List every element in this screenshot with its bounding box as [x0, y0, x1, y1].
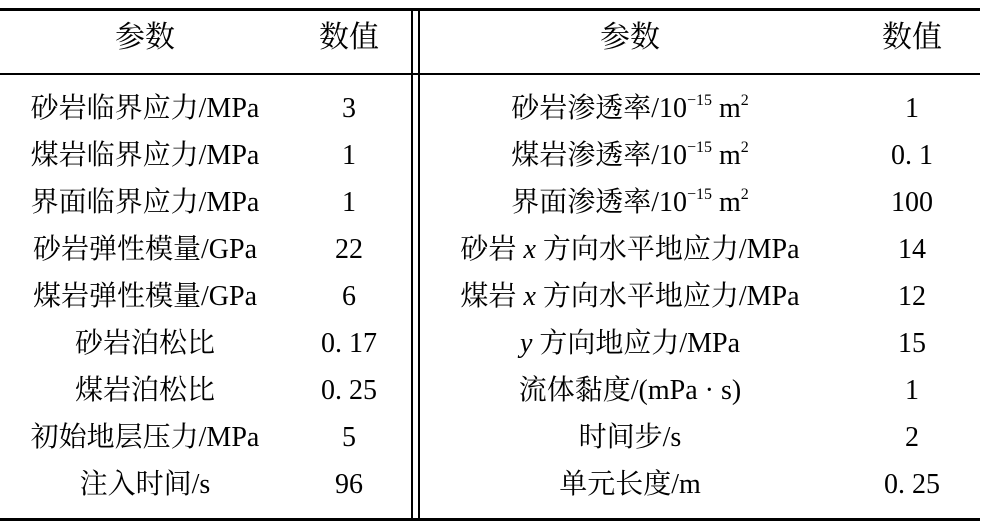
right-param-cell [460, 236, 799, 264]
param-text: 煤岩渗透率/10 [511, 140, 687, 171]
param-text-rest: 方向地应力/MPa [532, 328, 741, 359]
left-value-cell: 0. 17 [321, 328, 377, 359]
right-value-cell: 0. 1 [891, 140, 933, 171]
left-param-cell: 煤岩泊松比 [74, 375, 216, 406]
left-param-cell: 砂岩泊松比 [74, 328, 216, 359]
right-value-cell: 1 [905, 375, 919, 406]
param-unit: m [712, 187, 741, 218]
left-param-cell: 砂岩临界应力/MPa [30, 93, 260, 124]
param-text: 界面渗透率/10 [511, 187, 687, 218]
table-bottom-rule [0, 518, 980, 521]
left-value-cell: 3 [342, 93, 356, 124]
right-value-cell: 0. 25 [884, 469, 940, 500]
left-param-cell: 界面临界应力/MPa [30, 187, 260, 218]
right-value-cell: 100 [891, 187, 933, 218]
right-param-cell [511, 185, 749, 218]
param-unit: m [712, 140, 741, 171]
right-value-cell: 1 [905, 93, 919, 124]
param-exponent: −15 [686, 138, 713, 156]
left-param-cell: 煤岩弹性模量/GPa [32, 281, 258, 312]
column-divider-right [418, 8, 420, 521]
param-unit: m [712, 93, 741, 124]
right-value-cell: 12 [898, 281, 926, 312]
header-param-left: 参数 [115, 21, 175, 54]
header-param-right: 参数 [600, 21, 660, 54]
param-unit-exponent: 2 [740, 91, 749, 109]
param-variable: y [519, 328, 533, 359]
right-param-cell: 单元长度/m [559, 469, 701, 500]
param-text: 砂岩渗透率/10 [511, 93, 687, 124]
left-value-cell: 1 [342, 187, 356, 218]
right-value-cell: 2 [905, 422, 919, 453]
left-value-cell: 1 [342, 140, 356, 171]
header-value-right: 数值 [882, 21, 942, 54]
left-param-cell: 注入时间/s [79, 469, 211, 500]
header-value-left: 数值 [319, 21, 379, 54]
param-unit-exponent: 2 [740, 185, 749, 203]
table-header-rule [0, 73, 980, 75]
right-param-cell: 流体黏度/(mPa · s) [518, 375, 742, 406]
param-text-rest: 方向水平地应力/MPa [535, 234, 800, 265]
table-top-rule [0, 8, 980, 11]
left-param-cell: 煤岩临界应力/MPa [30, 140, 260, 171]
right-param-cell [511, 138, 749, 171]
right-param-cell [511, 91, 749, 124]
right-param-cell [520, 330, 740, 358]
param-unit-exponent: 2 [740, 138, 749, 156]
param-text: 煤岩 [460, 281, 524, 312]
param-variable: x [523, 234, 536, 265]
left-param-cell: 砂岩弹性模量/GPa [32, 234, 258, 265]
param-variable: x [523, 281, 536, 312]
left-value-cell: 0. 25 [321, 375, 377, 406]
left-param-cell: 初始地层压力/MPa [30, 422, 260, 453]
param-text-rest: 方向水平地应力/MPa [535, 281, 800, 312]
param-text: 砂岩 [460, 234, 524, 265]
left-value-cell: 6 [342, 281, 356, 312]
column-divider-left [411, 8, 413, 521]
left-value-cell: 5 [342, 422, 356, 453]
right-value-cell: 15 [898, 328, 926, 359]
param-exponent: −15 [686, 91, 713, 109]
left-value-cell: 96 [335, 469, 363, 500]
left-value-cell: 22 [335, 234, 363, 265]
param-exponent: −15 [686, 185, 713, 203]
right-param-cell: 时间步/s [578, 422, 682, 453]
right-value-cell: 14 [898, 234, 926, 265]
right-param-cell [460, 283, 799, 311]
